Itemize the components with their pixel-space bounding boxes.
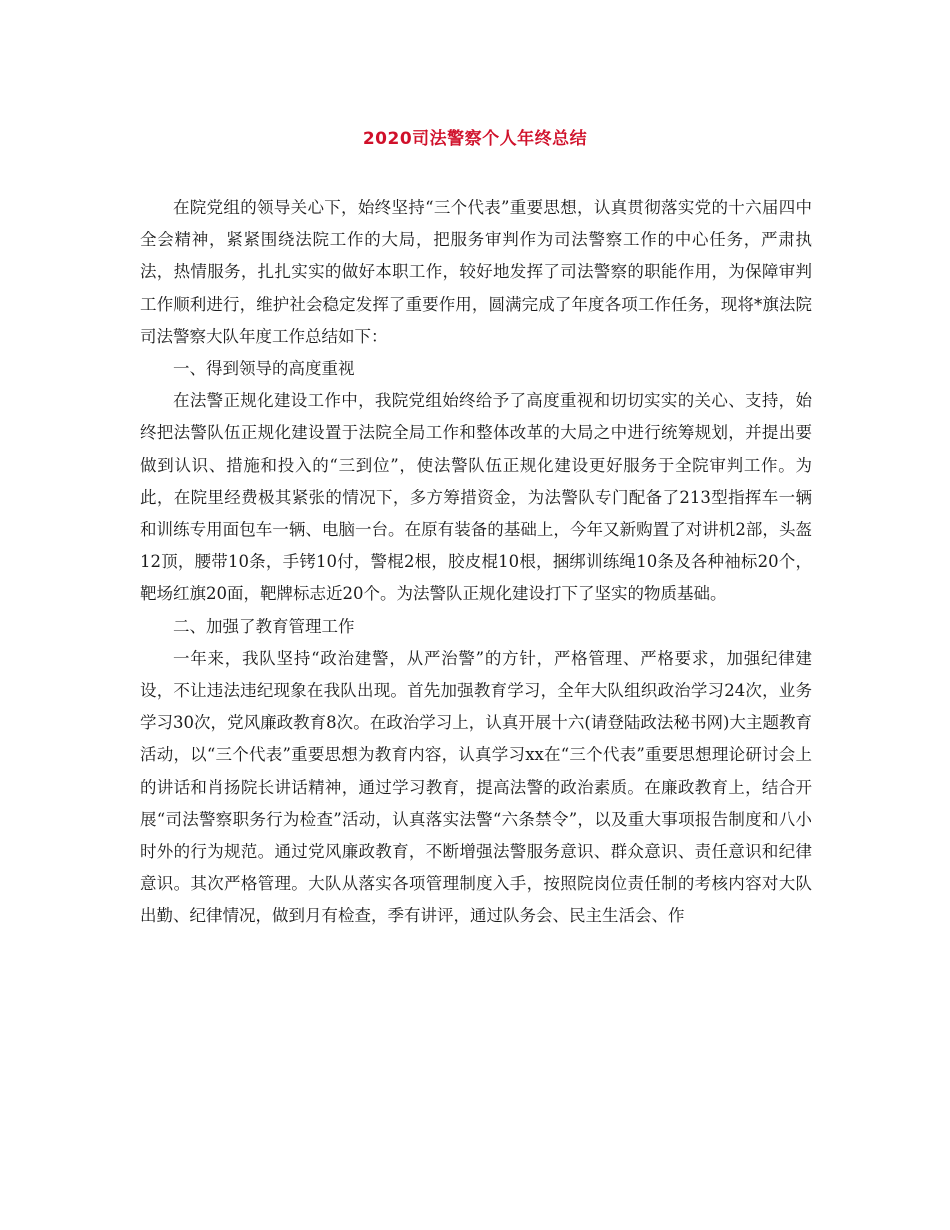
paragraph-intro: 在院党组的领导关心下，始终坚持“三个代表”重要思想，认真贯彻落实党的十六届四中全会精神，紧紧围绕法院工作的大局，把服务审判作为司法警察工作的中心任务，严肃执法，热情服务，扎扎实实的做好本职工作，较好地发挥了司法警察的职能作用，为保障审判工作顺利进行，维护社会稳定发挥了重要作用，圆满完成了年度各项工作任务，现将*旗法院司法警察大队年度工作总结如下：	[140, 198, 812, 346]
section-heading-2: 二、加强了教育管理工作	[173, 616, 355, 636]
document-title: 2020司法警察个人年终总结	[362, 129, 588, 149]
document-body	[140, 192, 812, 933]
paragraph-section-2: 一年来，我队坚持“政治建警，从严治警”的方针，严格管理、严格要求，加强纪律建设，不让违法违纪现象在我队出现。首先加强教育学习，全年大队组织政治学习24次，业务学习30次，党风廉政教育8次。在政治学习上，认真开展十六(请登陆政法秘书网)大主题教育活动，以“三个代表”重要思想为教育内容，认真学习xx在“三个代表”重要思想理论研讨会上的讲话和肖扬院长讲话精神，通过学习教育，提高法警的政治素质。在廉政教育上，结合开展“司法警察职务行为检查”活动，认真落实法警“六条禁令”，以及重大事项报告制度和八小时外的行为规范。通过党风廉政教育，不断增强法警服务意识、群众意识、责任意识和纪律意识。其次严格管理。大队从落实各项管理制度入手，按照院岗位责任制的考核内容对大队出勤、纪律情况，做到月有检查，季有讲评，通过队务会、民主生活会、作	[140, 648, 812, 926]
paragraph-section-1: 在法警正规化建设工作中，我院党组始终给予了高度重视和切切实实的关心、支持，始终把法警队伍正规化建设置于法院全局工作和整体改革的大局之中进行统筹规划，并提出要做到认识、措施和投入的“三到位”，使法警队伍正规化建设更好服务于全院审判工作。为此，在院里经费极其紧张的情况下，多方筹措资金，为法警队专门配备了213型指挥车一辆和训练专用面包车一辆、电脑一台。在原有装备的基础上，今年又新购置了对讲机2部，头盔12顶，腰带10条，手铐10付，警棍2根，胶皮棍10根，捆绑训练绳10条及各种袖标20个，靶场红旗20面，靶牌标志近20个。为法警队正规化建设打下了坚实的物质基础。	[140, 391, 812, 604]
section-heading-1: 一、得到领导的高度重视	[173, 359, 355, 379]
